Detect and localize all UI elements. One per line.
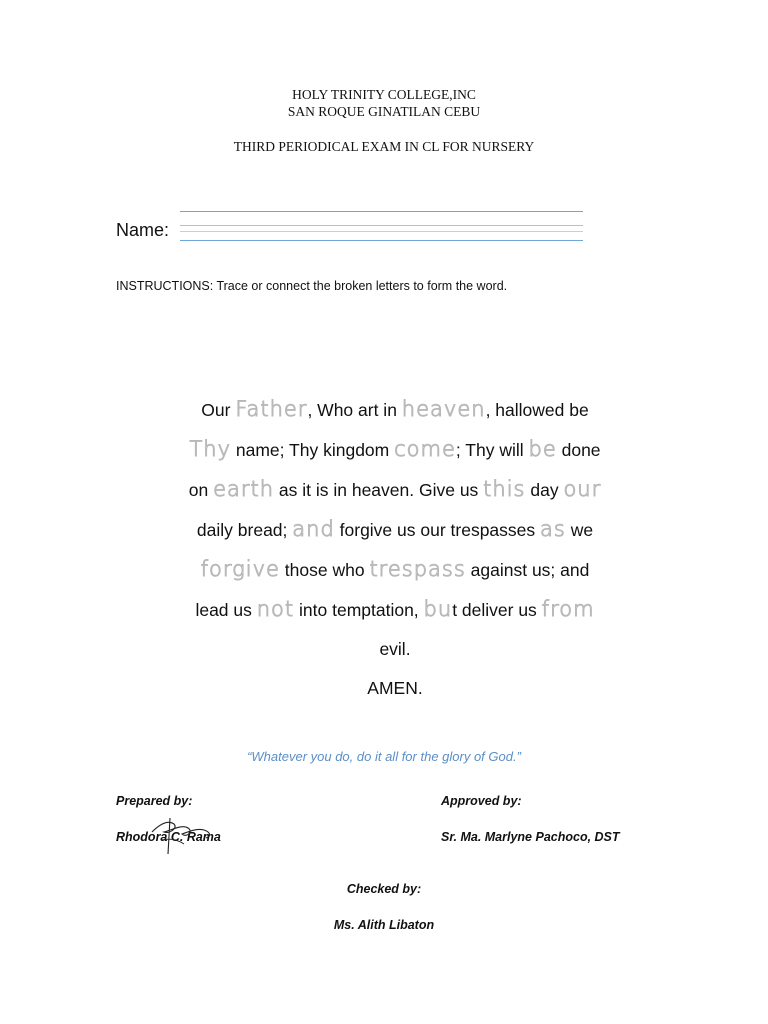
- prayer-segment: as it is in heaven. Give us: [274, 480, 484, 500]
- prayer-segment: AMEN.: [367, 678, 423, 698]
- trace-word: Thy: [189, 437, 232, 461]
- name-guide-line-mid: [180, 225, 583, 226]
- approved-by-label: Approved by:: [441, 794, 522, 808]
- trace-word: from: [541, 597, 595, 621]
- handwritten-signature: [148, 810, 218, 856]
- prayer-line: [140, 470, 650, 510]
- prayer-line: [140, 510, 650, 550]
- name-guide-line-mid2: [180, 231, 583, 232]
- trace-word: as: [540, 517, 566, 541]
- prayer-line: [140, 630, 650, 669]
- name-label: Name:: [116, 220, 170, 240]
- prayer-segment: t deliver us: [452, 600, 542, 620]
- trace-word: this: [483, 477, 526, 501]
- prayer-line: [140, 390, 650, 430]
- exam-title: THIRD PERIODICAL EXAM IN CL FOR NURSERY: [233, 139, 535, 154]
- trace-word: forgive: [200, 557, 280, 581]
- trace-word: heaven: [401, 397, 486, 421]
- trace-word: earth: [213, 477, 275, 501]
- prayer-segment: daily bread;: [196, 520, 293, 540]
- trace-word: our: [563, 477, 602, 501]
- prayer-segment: evil.: [379, 639, 411, 659]
- prayer-segment: name; Thy kingdom: [231, 440, 395, 460]
- prepared-by-name: Rhodora C. Rama: [116, 830, 221, 844]
- trace-word: bu: [423, 597, 453, 621]
- prayer-segment: day: [525, 480, 564, 500]
- prayer-segment: into temptation,: [294, 600, 424, 620]
- checked-by-label: Checked by:: [346, 882, 422, 896]
- trace-word: not: [256, 597, 295, 621]
- prayer-segment: we: [565, 520, 594, 540]
- trace-word: be: [528, 437, 557, 461]
- prayer-line: [140, 590, 650, 630]
- instructions: INSTRUCTIONS: Trace or connect the broken letters to form the word.: [116, 279, 508, 293]
- trace-word: come: [394, 437, 456, 461]
- school-address: SAN ROQUE GINATILAN CEBU: [287, 104, 481, 119]
- name-guide-line-top: [180, 211, 583, 212]
- prayer-segment: those who: [279, 560, 370, 580]
- prayer-segment: ; Thy will: [455, 440, 529, 460]
- prepared-by-label: Prepared by:: [116, 794, 193, 808]
- trace-word: trespass: [369, 557, 466, 581]
- prayer-segment: forgive us our trespasses: [334, 520, 541, 540]
- approved-by-name: Sr. Ma. Marlyne Pachoco, DST: [441, 830, 620, 844]
- prayer-segment: on: [188, 480, 214, 500]
- trace-word: and: [292, 517, 335, 541]
- prayer-segment: , Who art in: [307, 400, 402, 420]
- school-name: HOLY TRINITY COLLEGE,INC: [292, 87, 476, 102]
- prayer-segment: , hallowed be: [485, 400, 589, 420]
- prayer-segment: against us; and: [465, 560, 590, 580]
- prayer-line: [140, 430, 650, 470]
- name-guide-line-bottom: [180, 240, 583, 241]
- prayer-line: [140, 550, 650, 590]
- trace-word: Father: [235, 397, 308, 421]
- prayer-text: [140, 390, 650, 708]
- prayer-segment: Our: [201, 400, 236, 420]
- prayer-segment: lead us: [195, 600, 257, 620]
- quote: “Whatever you do, do it all for the glory of God.”: [247, 749, 521, 764]
- prayer-line: [140, 669, 650, 708]
- prayer-segment: done: [556, 440, 601, 460]
- checked-by-name: Ms. Alith Libaton: [333, 918, 435, 932]
